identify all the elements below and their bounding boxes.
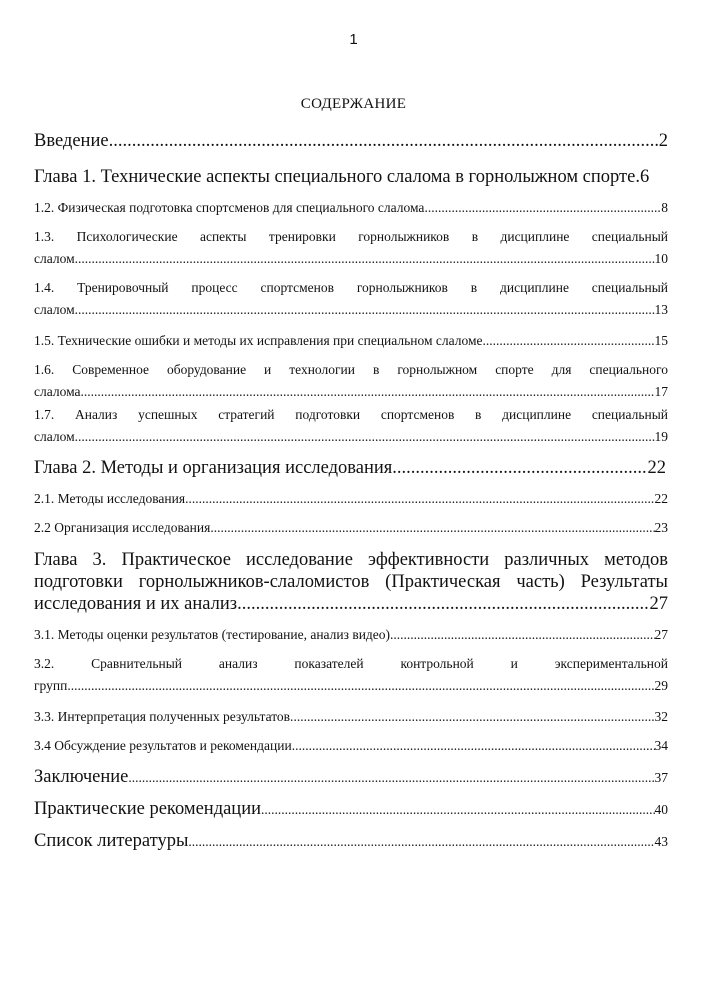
toc-entry-1-2[interactable] — [34, 197, 668, 219]
toc-entry-text: 1.2. Физическая подготовка спортсменов для специального слалома — [34, 200, 425, 215]
dot-leader — [185, 488, 654, 510]
toc-entry-1-3[interactable] — [34, 226, 668, 270]
toc-entry-text-line-2: слалом — [34, 429, 75, 444]
toc-entry-introduction[interactable] — [34, 130, 668, 152]
toc-entry-text-line-2: подготовки горнолыжников-слаломистов (Практическая часть) Результаты — [34, 572, 668, 592]
toc-entry-2-2[interactable] — [34, 517, 668, 539]
dot-leader — [109, 130, 659, 152]
dot-leader — [75, 299, 655, 321]
toc-title: СОДЕРЖАНИЕ — [300, 96, 407, 112]
toc-entry-chapter-2[interactable] — [34, 457, 666, 479]
dot-leader — [75, 248, 655, 270]
toc-entry-3-3[interactable] — [34, 706, 668, 728]
dot-leader — [81, 381, 655, 403]
toc-entry-page: 13 — [654, 302, 668, 317]
toc-entry-text-line-1: 3.2. Сравнительный анализ показателей контрольной и экспериментальной — [34, 656, 668, 671]
toc-entry-page: 22 — [647, 458, 666, 478]
toc-entry-text: 3.4 Обсуждение результатов и рекомендации — [34, 738, 292, 753]
toc-entry-text: Практические рекомендации — [34, 799, 262, 819]
toc-entry-page: 37 — [654, 770, 668, 785]
toc-entry-conclusion[interactable] — [34, 766, 668, 789]
toc-entry-recommendations[interactable] — [34, 798, 668, 821]
toc-entry-page: 19 — [654, 429, 668, 444]
toc-entry-page: 29 — [654, 678, 668, 693]
toc-entry-page: 27 — [654, 627, 668, 642]
toc-entry-page: 22 — [654, 491, 668, 506]
toc-entry-1-7[interactable] — [34, 404, 668, 448]
toc-entry-text: Список литературы — [34, 831, 189, 851]
toc-entry-text: Заключение — [34, 767, 129, 787]
dot-leader — [424, 197, 661, 219]
toc-entry-text-line-1: Глава 3. Практическое исследование эффективности различных методов — [34, 550, 668, 570]
toc-entry-text-line-1: 1.7. Анализ успешных стратегий подготовки спортсменов в дисциплине специальный — [34, 407, 668, 422]
dot-leader — [392, 457, 647, 479]
toc-entry-chapter-1[interactable] — [34, 166, 668, 188]
page-number: 1 — [349, 31, 358, 48]
toc-entry-text-line-1: 1.6. Современное оборудование и технологии в горнолыжном спорте для специального — [34, 362, 668, 377]
dot-leader — [292, 735, 655, 757]
dot-leader — [75, 426, 655, 448]
toc-entry-text: Глава 1. Технические аспекты специального слалома в горнолыжном спорте. — [34, 167, 640, 187]
dot-leader — [67, 675, 654, 697]
toc-entry-text-line-1: 1.4. Тренировочный процесс спортсменов горнолыжников в дисциплине специальный — [34, 280, 668, 295]
toc-entry-text-line-2: слалом — [34, 251, 75, 266]
toc-entry-3-2[interactable] — [34, 653, 668, 697]
toc-entry-text-line-3: исследования и их анализ — [34, 594, 238, 614]
toc-entry-text: 1.5. Технические ошибки и методы их исправления при специальном слаломе — [34, 333, 483, 348]
toc-entry-page: 6 — [639, 167, 650, 187]
dot-leader — [210, 517, 654, 539]
toc-entry-1-4[interactable] — [34, 277, 668, 321]
toc-entry-references[interactable] — [34, 830, 668, 853]
toc-entry-1-5[interactable] — [34, 330, 668, 352]
toc-entry-text: 3.3. Интерпретация полученных результатов. — [34, 709, 294, 724]
dot-leader — [128, 767, 654, 789]
toc-entry-chapter-3[interactable] — [34, 549, 668, 615]
toc-entry-page: 8 — [661, 200, 668, 215]
toc-entry-page: 23 — [654, 520, 668, 535]
dot-leader — [237, 593, 649, 615]
toc-entry-page: 43 — [654, 834, 668, 849]
toc-entry-text-line-2: групп — [34, 678, 68, 693]
toc-entry-page: 40 — [654, 802, 668, 817]
dot-leader — [188, 831, 654, 853]
dot-leader — [293, 706, 654, 728]
dot-leader — [483, 330, 655, 352]
toc-entry-2-1[interactable] — [34, 488, 668, 510]
toc-entry-page: 32 — [654, 709, 668, 724]
toc-entry-text-line-2: слалом — [34, 302, 75, 317]
dot-leader — [390, 624, 654, 646]
toc-entry-text-line-2: слалома — [34, 384, 81, 399]
toc-entry-text: Глава 2. Методы и организация исследования — [34, 458, 393, 478]
toc-entry-1-6[interactable] — [34, 359, 668, 403]
toc-entry-page: 2 — [658, 131, 668, 151]
dot-leader — [261, 799, 654, 821]
toc-entry-page: 34 — [654, 738, 668, 753]
toc-entry-text: 3.1. Методы оценки результатов (тестирование, анализ видео) — [34, 627, 391, 642]
toc-entry-text-line-1: 1.3. Психологические аспекты тренировки горнолыжников в дисциплине специальный — [34, 229, 668, 244]
toc-entry-page: 10 — [654, 251, 668, 266]
toc-entry-text: 2.1. Методы исследования — [34, 491, 186, 506]
toc-entry-3-4[interactable] — [34, 735, 668, 757]
toc-entry-3-1[interactable] — [34, 624, 668, 646]
toc-entry-page: 27 — [649, 594, 668, 614]
table-of-contents — [34, 128, 668, 853]
toc-entry-page: 15 — [654, 333, 668, 348]
toc-entry-text: 2.2 Организация исследования — [34, 520, 211, 535]
toc-entry-text: Введение — [34, 131, 109, 151]
toc-entry-page: 17 — [654, 384, 668, 399]
